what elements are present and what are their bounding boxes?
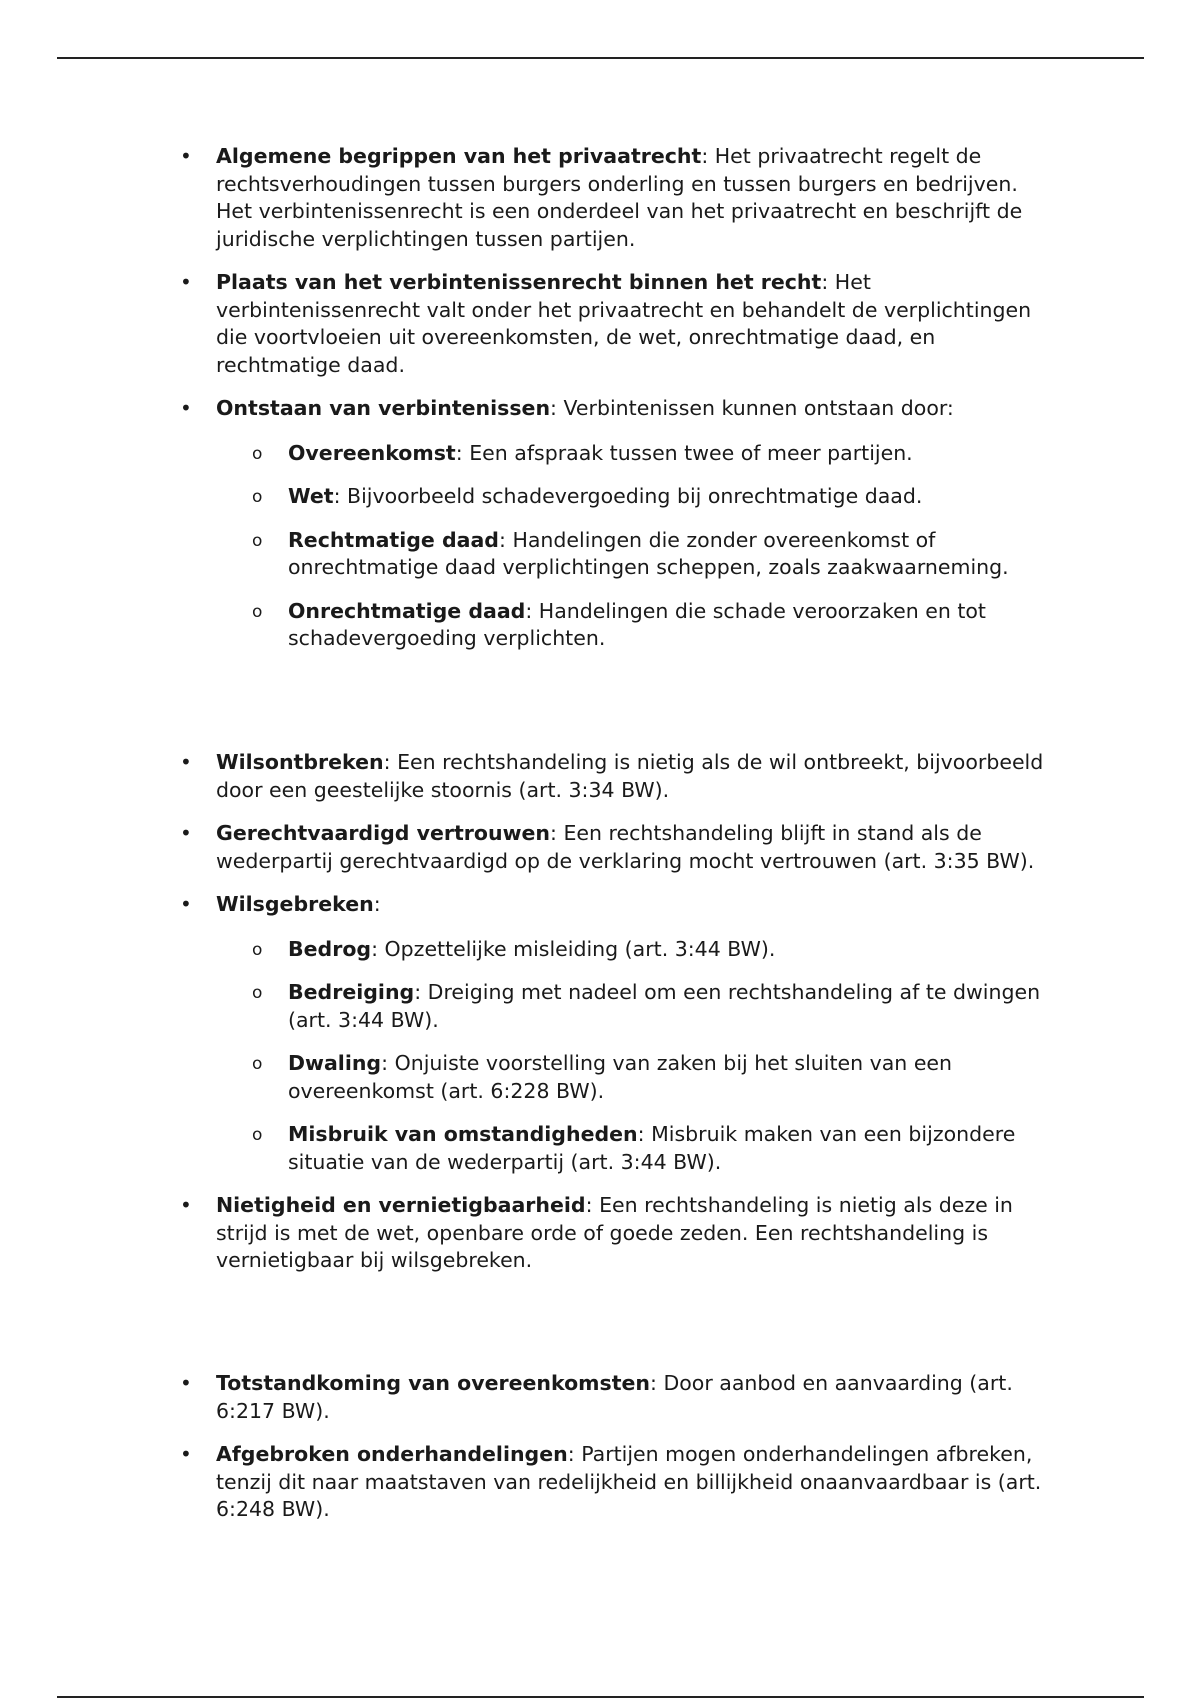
sub-item-term: Bedreiging [288,980,415,1004]
sub-item-text: Dreiging met nadeel om een rechtshandeling af te dwingen (art. 3:44 BW). [288,980,1041,1032]
item-term: Totstandkoming van overeenkomsten [216,1371,651,1395]
sub-item-term: Rechtmatige daad [288,527,499,552]
bullet-list-private-law [0,143,1056,669]
list-item: • Totstandkoming van overeenkomsten: Door aanbod en aanvaarding (art. 6:217 BW). [180,1371,1013,1423]
sub-item-text: Een afspraak tussen twee of meer partijen. [469,440,913,465]
bullet-icon: • [180,1371,192,1395]
sub-bullet-icon: o [252,601,263,622]
item-term: Nietigheid en vernietigbaarheid [216,1193,586,1217]
sub-bullet-icon: o [252,530,263,551]
bottom-rule [57,1696,1144,1698]
sub-item-text: Opzettelijke misleiding (art. 3:44 BW). [384,936,776,961]
sub-item-term: Wet [288,484,334,508]
top-rule [57,57,1144,59]
list-item: • Afgebroken onderhandelingen: Partijen mogen onderhandelingen afbreken, tenzij dit naar maatstaven van redelijkheid en billijkheid onaanvaardbaar is (art. 6:248 BW). [180,1442,1042,1521]
sub-item-text: Handelingen die zonder overeenkomst of onrechtmatige daad verplichtingen scheppen, zoals zaakwaarneming. [288,527,1009,579]
bullet-icon: • [180,1193,192,1217]
sub-list [216,440,1056,653]
sub-item-text: Bijvoorbeeld schadevergoeding bij onrechtmatige daad. [347,484,923,508]
sub-bullet-icon: o [252,443,263,464]
item-term: Ontstaan van verbintenissen [216,396,551,420]
bullet-list-contracts [0,1370,1056,1540]
sub-item-term: Bedrog [288,936,372,961]
bullet-icon: • [180,821,192,845]
sub-item-term: Onrechtmatige daad [288,598,526,623]
item-text: Het privaatrecht regelt de rechtsverhoudingen tussen burgers onderling en tussen burgers en bedrijven. Het verbintenissenrecht is een onderdeel van het privaatrecht en beschrijft de juridische verplichtingen tussen partijen. [216,144,1023,251]
list-item: • Wilsontbreken: Een rechtshandeling is nietig als de wil ontbreekt, bijvoorbeeld door een geestelijke stoornis (art. 3:34 BW). [180,750,1044,802]
bullet-icon: • [180,892,192,916]
item-term: Gerechtvaardigd vertrouwen [216,821,551,845]
item-term: Wilsontbreken [216,750,384,774]
bullet-list-legal-acts [0,749,1056,1291]
sub-list-item: o Misbruik van omstandigheden: Misbruik maken van een bijzondere situatie van de wederpartij (art. 3:44 BW). [252,1122,1016,1174]
sub-item-text: Onjuiste voorstelling van zaken bij het sluiten van een overeenkomst (art. 6:228 BW). [288,1051,953,1103]
bullet-icon: • [180,1442,192,1466]
sub-bullet-icon: o [252,939,263,960]
sub-bullet-icon: o [252,487,263,507]
list-item: • Algemene begrippen van het privaatrecht: Het privaatrecht regelt de rechtsverhoudingen tussen burgers onderling en tussen burgers en bedrijven. Het verbintenissenrecht is een onderdeel van het privaatrecht en beschrijft de juridische verplichtingen tussen partijen. [180,144,1023,251]
list-item: • Plaats van het verbintenissenrecht binnen het recht: Het verbintenissenrecht valt onder het privaatrecht en behandelt de verplichtingen die voortvloeien uit overeenkomsten, de wet, onrechtmatige daad, en rechtmatige daad. [180,270,1032,377]
sub-list-item: o Dwaling: Onjuiste voorstelling van zaken bij het sluiten van een overeenkomst (art. 6:228 BW). [252,1051,953,1103]
item-text: Een rechtshandeling is nietig als deze in strijd is met de wet, openbare orde of goede zeden. Een rechtshandeling is vernietigbaar bij wilsgebreken. [216,1193,1013,1272]
list-item: • Ontstaan van verbintenissen: Verbintenissen kunnen ontstaan door: o Overeenkomst: Een afspraak tussen twee of meer partijen. o Wet: Bijvoorbeeld schadevergoeding bij onrechtmatige daad. o Rechtmatige daad: Handelingen die zonder overeenkomst of onrechtmatige daad verplichtingen scheppen, zoals zaakwaarneming. o Onrechtmatige daad: Handelingen die schade veroorzaken en tot schadevergoeding verplichten. [0,395,1056,653]
sub-list-item: o Bedrog: Opzettelijke misleiding (art. 3:44 BW). [0,936,1056,964]
list-item: • Nietigheid en vernietigbaarheid: Een rechtshandeling is nietig als deze in strijd is met de wet, openbare orde of goede zeden. Een rechtshandeling is vernietigbaar bij wilsgebreken. [180,1193,1013,1272]
sub-item-text: Misbruik maken van een bijzondere situatie van de wederpartij (art. 3:44 BW). [288,1122,1016,1174]
sub-item-text: Handelingen die schade veroorzaken en tot schadevergoeding verplichten. [288,598,986,650]
sub-list-item: o Overeenkomst: Een afspraak tussen twee of meer partijen. [0,440,1056,468]
sub-list-item: o Onrechtmatige daad: Handelingen die schade veroorzaken en tot schadevergoeding verplichten. [252,598,986,650]
item-term: Algemene begrippen van het privaatrecht [216,144,702,168]
sub-bullet-icon: o [252,1054,263,1074]
item-term: Wilsgebreken [216,892,374,916]
sub-item-term: Dwaling [288,1051,382,1075]
sub-list-item: o Wet: Bijvoorbeeld schadevergoeding bij onrechtmatige daad. [0,483,1056,511]
item-text: Het verbintenissenrecht valt onder het privaatrecht en behandelt de verplichtingen die voortvloeien uit overeenkomsten, de wet, onrechtmatige daad, en rechtmatige daad. [216,270,1032,377]
bullet-icon: • [180,144,192,168]
sub-list-item: o Rechtmatige daad: Handelingen die zonder overeenkomst of onrechtmatige daad verplichtingen scheppen, zoals zaakwaarneming. [252,527,1009,579]
sub-item-term: Misbruik van omstandigheden [288,1122,638,1146]
item-text: Door aanbod en aanvaarding (art. 6:217 BW). [216,1371,1013,1423]
bullet-icon: • [180,750,192,774]
item-text: Verbintenissen kunnen ontstaan door: [563,396,954,420]
item-text: Partijen mogen onderhandelingen afbreken, tenzij dit naar maatstaven van redelijkheid en billijkheid onaanvaardbaar is (art. 6:248 BW). [216,1442,1042,1521]
sub-list [216,936,1056,1177]
sub-bullet-icon: o [252,1125,263,1145]
bullet-icon: • [180,396,192,420]
sub-list-item: o Bedreiging: Dreiging met nadeel om een rechtshandeling af te dwingen (art. 3:44 BW). [252,980,1041,1032]
bullet-icon: • [180,270,192,294]
item-term: Afgebroken onderhandelingen [216,1442,568,1466]
item-text: Een rechtshandeling is nietig als de wil ontbreekt, bijvoorbeeld door een geestelijke stoornis (art. 3:34 BW). [216,750,1044,802]
sub-item-term: Overeenkomst [288,440,456,465]
item-term: Plaats van het verbintenissenrecht binnen het recht [216,270,822,294]
item-text: Een rechtshandeling blijft in stand als de wederpartij gerechtvaardigd op de verklaring mocht vertrouwen (art. 3:35 BW). [216,821,1035,873]
list-item: • Gerechtvaardigd vertrouwen: Een rechtshandeling blijft in stand als de wederpartij gerechtvaardigd op de verklaring mocht vertrouwen (art. 3:35 BW). [180,821,1035,873]
sub-bullet-icon: o [252,983,263,1003]
list-item: • Wilsgebreken: o Bedrog: Opzettelijke misleiding (art. 3:44 BW). o Bedreiging: Dreiging met nadeel om een rechtshandeling af te dwingen (art. 3:44 BW). o Dwaling: Onjuiste voorstelling van zaken bij het sluiten van een overeenkomst (art. 6:228 BW). o Misbruik van omstandigheden: Misbruik maken van een bijzondere situatie van de wederpartij (art. 3:44 BW). [0,891,1056,1176]
